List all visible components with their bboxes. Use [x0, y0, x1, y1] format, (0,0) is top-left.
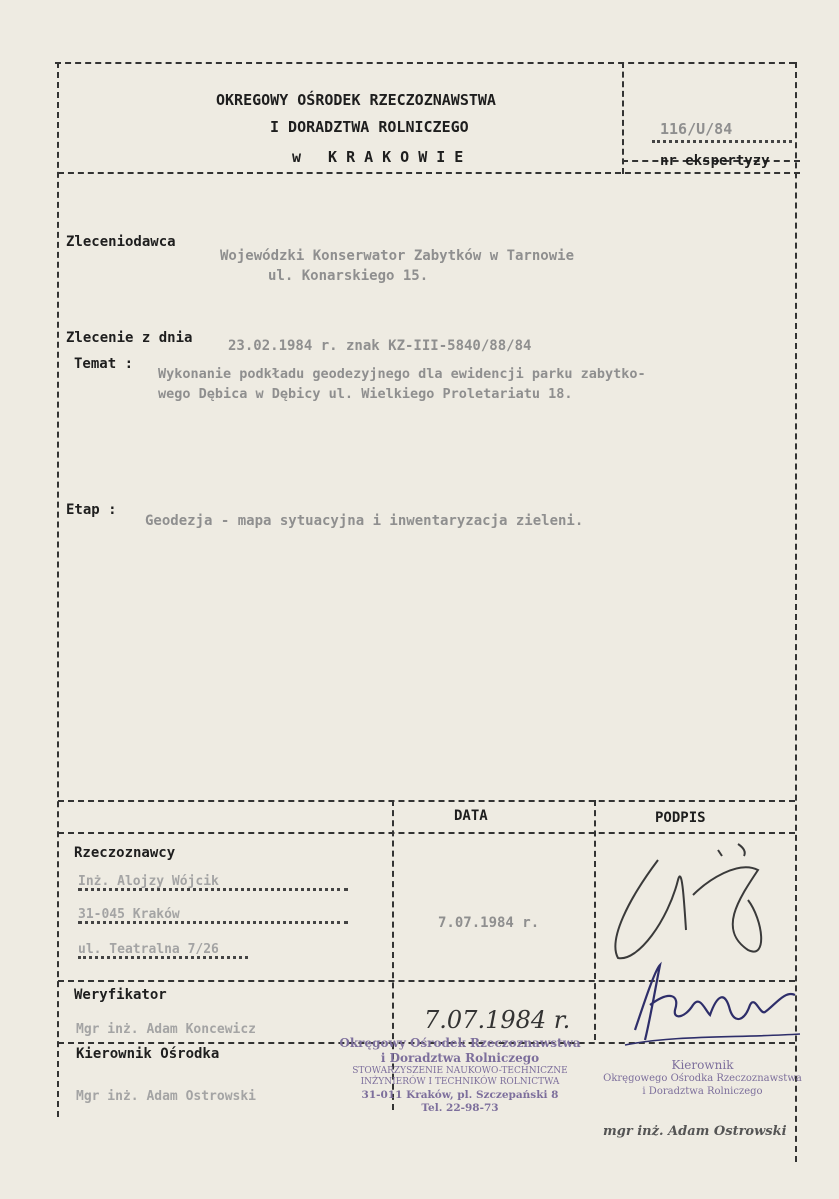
topic-line1: Wykonanie podkładu geodezyjnego dla ewidencji parku zabytko- — [158, 366, 646, 382]
experts-label: Rzeczoznawcy — [74, 845, 176, 861]
expert-street-dots — [78, 956, 248, 959]
expert-postal: 31-045 Kraków — [78, 907, 180, 922]
verifier-date-handwritten: 7.07.1984 r. — [424, 1006, 571, 1034]
verifier-name: Mgr inż. Adam Koncewicz — [76, 1022, 257, 1037]
order-date-value: 23.02.1984 r. znak KZ-III-5840/88/84 — [228, 338, 532, 354]
stamp-right-line2: Okręgowego Ośrodka Rzeczoznawstwa — [603, 1073, 802, 1084]
header-column-divider — [622, 62, 624, 174]
expert-date: 7.07.1984 r. — [438, 915, 540, 931]
stamp-left-line1: Okręgowy Ośrodek Rzeczoznawstwa — [339, 1036, 581, 1050]
expertise-label: nr ekspertyzy — [660, 153, 770, 169]
expert-street: ul. Teatralna 7/26 — [78, 942, 219, 957]
header-bottom-border — [58, 172, 800, 174]
table-header-border — [58, 832, 795, 834]
expertise-number-dots — [652, 140, 792, 143]
stage-label: Etap : — [66, 502, 117, 518]
head-of-office-stamp — [600, 1058, 805, 1098]
client-line2: ul. Konarskiego 15. — [268, 268, 429, 284]
signature-column-header: PODPIS — [655, 810, 706, 826]
stamp-right-line1: Kierownik — [671, 1058, 734, 1072]
org-name-line1: OKREGOWY OŚRODEK RZECZOZNAWSTWA — [216, 91, 496, 109]
table-top-border — [58, 800, 795, 802]
stamp-left-line4: INŻYNIERÓW I TECHNIKÓW ROLNICTWA — [360, 1077, 560, 1088]
order-date-label: Zlecenie z dnia — [66, 330, 193, 346]
topic-label: Temat : — [74, 356, 134, 372]
stamp-left-line5: 31-011 Kraków, pl. Szczepański 8 — [361, 1088, 559, 1101]
frame-left-border — [57, 62, 59, 1117]
expert-name: Inż. Alojzy Wójcik — [78, 874, 219, 889]
expertise-number: 116/U/84 — [660, 120, 733, 138]
organization-stamp — [335, 1036, 585, 1115]
client-line1: Wojewódzki Konserwator Zabytków w Tarnowie — [220, 248, 575, 264]
stamp-left-line3: STOWARZYSZENIE NAUKOWO-TECHNICZNE — [352, 1066, 568, 1076]
client-label: Zleceniodawca — [66, 234, 176, 250]
verifier-label: Weryfikator — [74, 987, 167, 1003]
org-name-line2: I DORADZTWA ROLNICZEGO — [270, 118, 469, 136]
office-head-label: Kierownik Ośrodka — [76, 1046, 220, 1062]
date-column-header: DATA — [454, 808, 488, 824]
stamp-left-line2: i Doradztwa Rolniczego — [380, 1051, 540, 1065]
expert-postal-dots — [78, 921, 348, 924]
verifier-signature — [615, 950, 805, 1060]
topic-line2: wego Dębica w Dębicy ul. Wielkiego Proletariatu 18. — [158, 386, 573, 402]
stamp-left-line6: Tel. 22-98-73 — [421, 1101, 499, 1114]
stage-value: Geodezja - mapa sytuacyjna i inwentaryzacja zieleni. — [145, 513, 584, 529]
head-of-office-stamp-name: mgr inż. Adam Ostrowski — [603, 1124, 787, 1139]
frame-top-border — [55, 62, 795, 64]
expert-name-dots — [78, 888, 348, 891]
stamp-right-line3: i Doradztwa Rolniczego — [642, 1085, 763, 1097]
office-head-name: Mgr inż. Adam Ostrowski — [76, 1089, 257, 1104]
table-column-divider-2 — [594, 800, 596, 1040]
org-city: w KRAKOWIE — [292, 148, 473, 166]
